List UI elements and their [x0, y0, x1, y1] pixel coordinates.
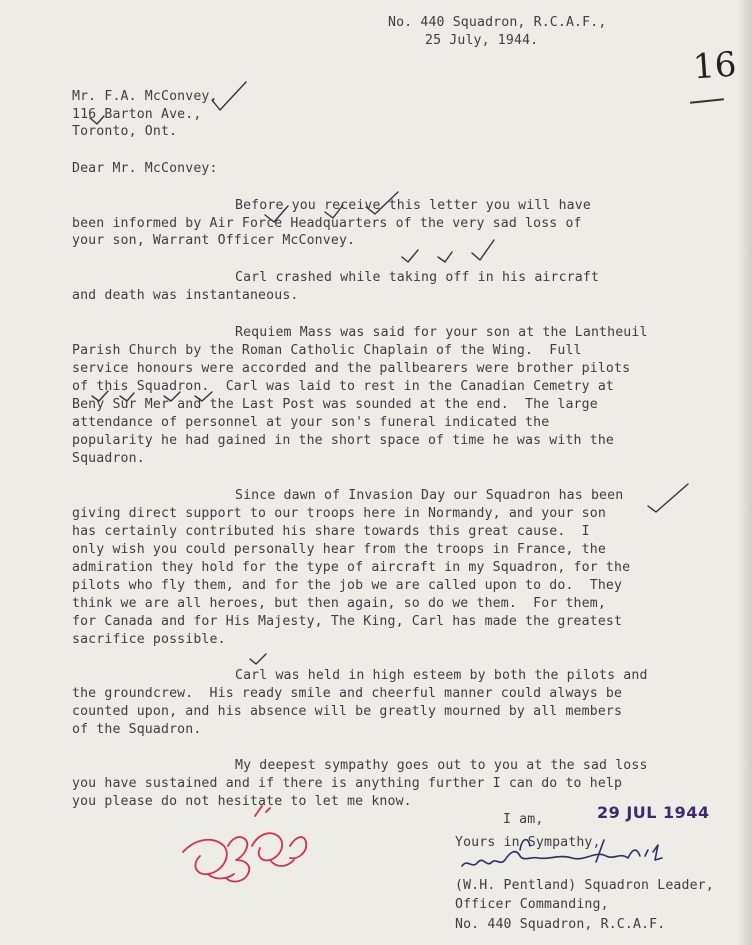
folio-number: 16 [691, 44, 738, 88]
closing-i-am: I am, [503, 812, 544, 827]
salutation: Dear Mr. McConvey: [72, 161, 218, 176]
closing-name-line: (W.H. Pentland) Squadron Leader, [455, 878, 714, 893]
p5-line-3: counted upon, and his absence will be greatly mourned by all members [72, 704, 623, 719]
tick-mark [250, 654, 266, 664]
p6-line-1: My deepest sympathy goes out to you at the sad loss [235, 758, 648, 773]
p1-line-3: your son, Warrant Officer McConvey. [72, 233, 356, 248]
p2-line-2: and death was instantaneous. [72, 288, 299, 303]
p3-line-2: Parish Church by the Roman Catholic Chaplain of the Wing. Full [72, 343, 582, 358]
closing-unit-line: No. 440 Squadron, R.C.A.F. [455, 917, 666, 932]
tick-mark [212, 82, 246, 110]
tick-mark [120, 393, 134, 401]
recipient-city: Toronto, Ont. [72, 124, 178, 139]
tick-mark [472, 240, 494, 260]
tick-mark [164, 392, 180, 401]
p3-line-3: service honours were accorded and the pallbearers were brother pilots [72, 361, 631, 376]
signature-image [462, 840, 662, 866]
p2-line-1: Carl crashed while taking off in his aircraft [235, 270, 600, 285]
received-date-stamp: 29 JUL 1944 [597, 803, 710, 822]
p5-line-1: Carl was held in high esteem by both the pilots and [235, 668, 648, 683]
header-date: 25 July, 1944. [425, 33, 539, 48]
p3-line-6: attendance of personnel at your son's funeral indicated the [72, 415, 550, 430]
p1-line-2: been informed by Air Force Headquarters of the very sad loss of [72, 216, 582, 231]
tick-mark [648, 484, 688, 512]
tick-mark [402, 250, 418, 262]
p4-line-5: admiration they hold for the type of aircraft in my Squadron, for the [72, 560, 631, 575]
tick-mark [438, 252, 452, 262]
p3-line-4: of this Squadron. Carl was laid to rest in the Canadian Cemetry at [72, 379, 614, 394]
p4-line-9: sacrifice possible. [72, 632, 226, 647]
p3-line-5: Beny Sur Mer and the Last Post was sounded at the end. The large [72, 397, 598, 412]
recipient-name: Mr. F.A. McConvey, [72, 89, 218, 104]
tick-mark [325, 205, 343, 218]
tick-mark [90, 116, 104, 124]
p5-line-2: the groundcrew. His ready smile and cheerful manner could always be [72, 686, 623, 701]
tick-mark [265, 206, 288, 222]
p4-line-2: giving direct support to our troops here in Normandy, and your son [72, 506, 606, 521]
tick-mark [92, 391, 108, 401]
p4-line-7: think we are all heroes, but then again, so do we them. For them, [72, 596, 606, 611]
tick-mark [366, 192, 398, 214]
red-initials-image [183, 806, 306, 881]
p6-line-2: you have sustained and if there is anything further I can do to help [72, 776, 623, 791]
recipient-street: 116 Barton Ave., [72, 107, 202, 122]
p4-line-4: only wish you could personally hear from the troops in France, the [72, 542, 606, 557]
p4-line-3: has certainly contributed his share towards this great cause. I [72, 524, 590, 539]
p5-line-4: of the Squadron. [72, 722, 202, 737]
p4-line-8: for Canada and for His Majesty, The King, Carl has made the greatest [72, 614, 623, 629]
p3-line-8: Squadron. [72, 451, 145, 466]
header-unit: No. 440 Squadron, R.C.A.F., [388, 15, 607, 30]
tick-mark [195, 392, 212, 401]
p1-line-1: Before you receive this letter you will have [235, 198, 591, 213]
closing-title-line: Officer Commanding, [455, 897, 609, 912]
p3-line-7: popularity he had gained in the short space of time he was with the [72, 433, 614, 448]
p6-line-3: you please do not hesitate to let me know. [72, 794, 412, 809]
p4-line-6: pilots who fly them, and for the job we are called upon to do. They [72, 578, 623, 593]
p3-line-1: Requiem Mass was said for your son at the Lantheuil [235, 325, 648, 340]
closing-sign-off: Yours in Sympathy, [455, 835, 601, 850]
p4-line-1: Since dawn of Invasion Day our Squadron has been [235, 488, 624, 503]
